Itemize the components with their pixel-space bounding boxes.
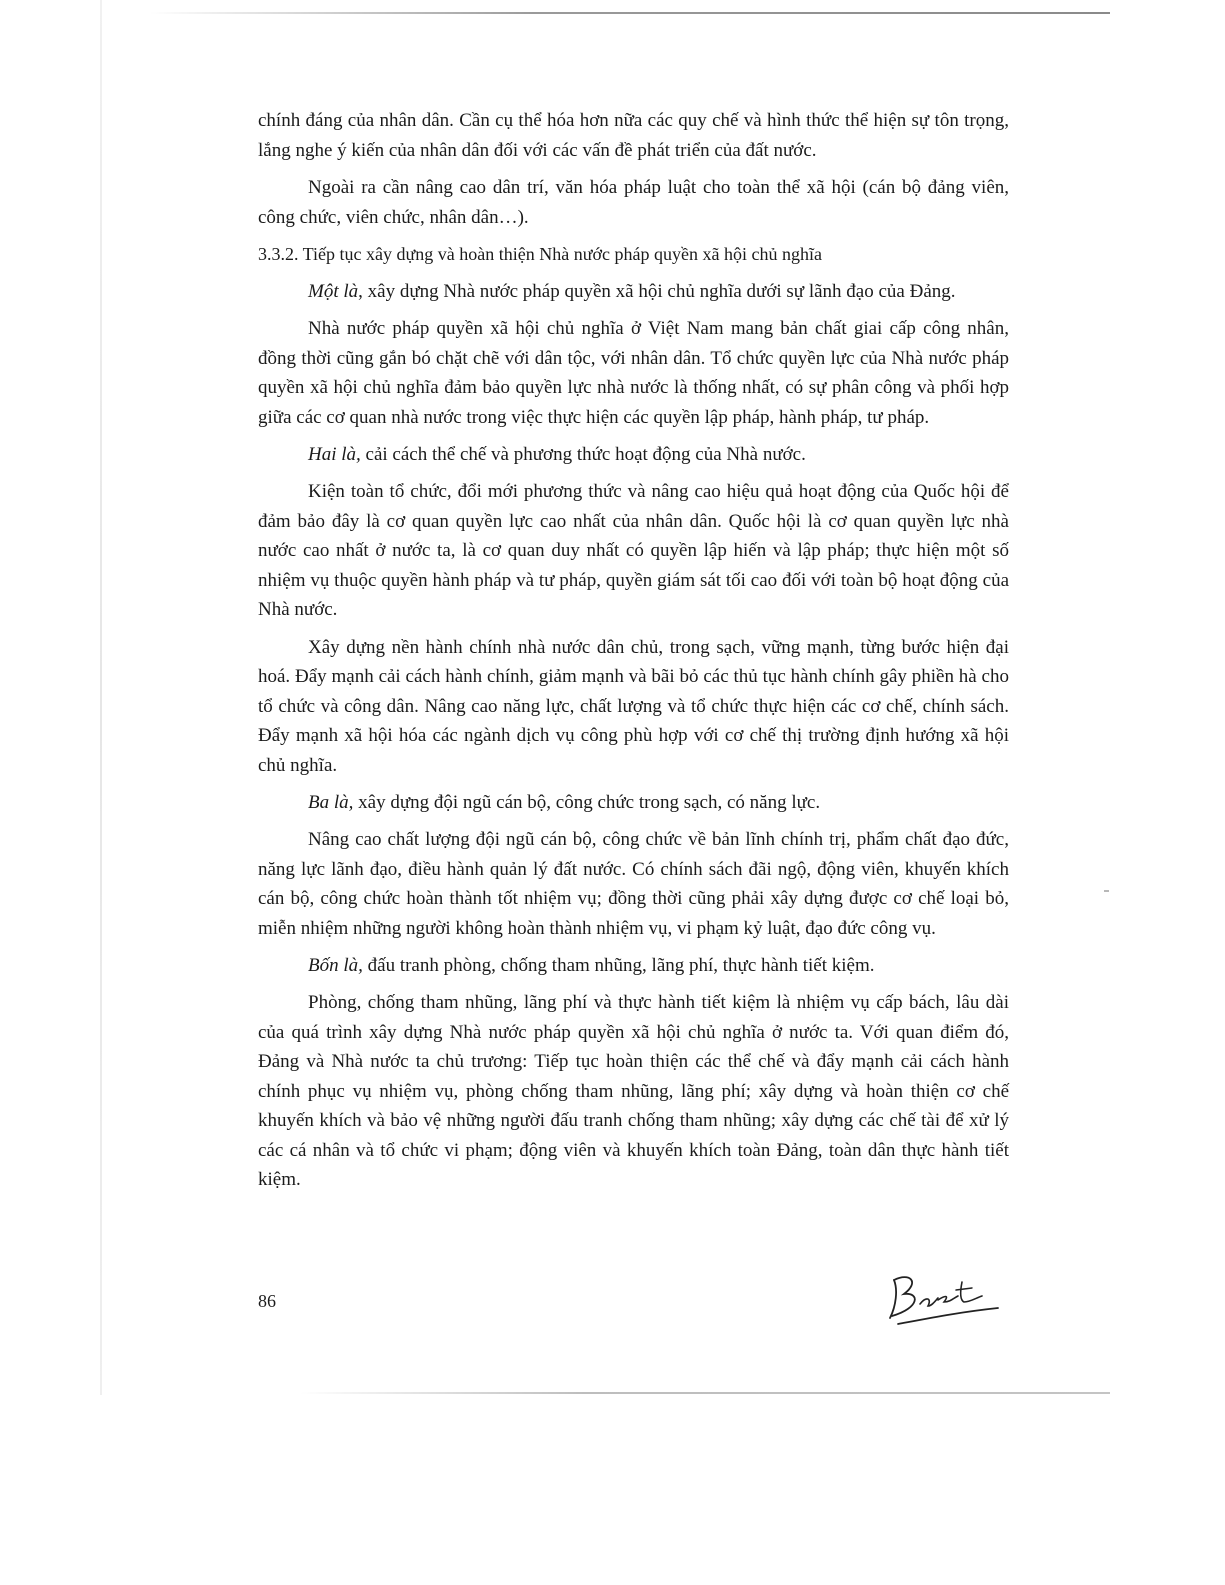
- point-one-label: Một là: [308, 281, 359, 302]
- paragraph-can-bo: Nâng cao chất lượng đội ngũ cán bộ, công chức về bản lĩnh chính trị, phẩm chất đạo đức, năng lực lãnh đạo, điều hành quản lý đất nước. Có chính sách đãi ngộ, động viên, khuyến khích cán bộ, công chức hoàn thành tốt nhiệm vụ; đồng thời cũng phải xây dựng được cơ chế loại bỏ, miễn nhiệm những người không hoàn thành nhiệm vụ, vi phạm kỷ luật, đạo đức công vụ.: [258, 829, 1009, 939]
- point-one: [258, 277, 1009, 306]
- point-one-text: , xây dựng Nhà nước pháp quyền xã hội chủ nghĩa dưới sự lãnh đạo của Đảng.: [358, 281, 956, 302]
- paragraph-continuation: chính đáng của nhân dân. Cần cụ thể hóa hơn nữa các quy chế và hình thức thể hiện sự tôn trọng, lắng nghe ý kiến của nhân dân đối với các vấn đề phát triển của đất nước.: [258, 110, 1009, 161]
- paragraph-dan-tri: Ngoài ra cần nâng cao dân trí, văn hóa pháp luật cho toàn thể xã hội (cán bộ đảng viên, công chức, viên chức, nhân dân…).: [258, 177, 1009, 228]
- point-two-text: cải cách thể chế và phương thức hoạt động của Nhà nước.: [360, 444, 806, 465]
- scan-speck: [1104, 890, 1109, 892]
- paragraph-tham-nhung: Phòng, chống tham nhũng, lãng phí và thực hành tiết kiệm là nhiệm vụ cấp bách, lâu dài của quá trình xây dựng Nhà nước pháp quyền xã hội chủ nghĩa ở nước ta. Với quan điểm đó, Đảng và Nhà nước ta chủ trương: Tiếp tục hoàn thiện các thể chế và đẩy mạnh cải cách hành chính phục vụ nhiệm vụ, phòng chống tham nhũng, lãng phí; xây dựng và hoàn thiện cơ chế khuyến khích và bảo vệ những người đấu tranh chống tham nhũng; xây dựng các chế tài để xử lý các cá nhân và tổ chức vi phạm; động viên và khuyến khích toàn Đảng, toàn dân thực hành tiết kiệm.: [258, 992, 1009, 1190]
- paragraph-quoc-hoi: Kiện toàn tổ chức, đổi mới phương thức và nâng cao hiệu quả hoạt động của Quốc hội để đảm bảo đây là cơ quan quyền lực cao nhất của nhân dân. Quốc hội là cơ quan quyền lực nhà nước cao nhất ở nước ta, là cơ quan duy nhất có quyền lập hiến và lập pháp; thực hiện một số nhiệm vụ thuộc quyền hành pháp và tư pháp, quyền giám sát tối cao đối với toàn bộ hoạt động của Nhà nước.: [258, 481, 1009, 620]
- page-number: 86: [258, 1291, 276, 1311]
- point-two-label: Hai là,: [308, 444, 361, 465]
- point-four-label: Bốn là,: [308, 955, 363, 976]
- scan-left-edge: [100, 0, 102, 1395]
- point-four-text: đấu tranh phòng, chống tham nhũng, lãng phí, thực hành tiết kiệm.: [362, 955, 875, 976]
- bottom-rule-line: [300, 1392, 1110, 1394]
- point-three: [258, 788, 1009, 817]
- point-three-text: xây dựng đội ngũ cán bộ, công chức trong sạch, có năng lực.: [353, 792, 821, 813]
- point-four: [258, 951, 1009, 980]
- paragraph-nha-nuoc-phap-quyen: Nhà nước pháp quyền xã hội chủ nghĩa ở Việt Nam mang bản chất giai cấp công nhân, đồng thời cũng gắn bó chặt chẽ với dân tộc, với nhân dân. Tổ chức quyền lực của Nhà nước pháp quyền xã hội chủ nghĩa đảm bảo quyền lực nhà nước là thống nhất, có sự phân công và phối hợp giữa các cơ quan nhà nước trong việc thực hiện các quyền lập pháp, hành pháp, tư pháp.: [258, 318, 1009, 428]
- top-rule-line: [150, 12, 1110, 14]
- section-heading-3-3-2: 3.3.2. Tiếp tục xây dựng và hoàn thiện Nhà nước pháp quyền xã hội chủ nghĩa: [258, 244, 822, 264]
- point-three-label: Ba là,: [308, 792, 354, 813]
- paragraph-hanh-chinh: Xây dựng nền hành chính nhà nước dân chủ, trong sạch, vững mạnh, từng bước hiện đại hoá. Đẩy mạnh cải cách hành chính, giảm mạnh và bãi bỏ các thủ tục hành chính gây phiền hà cho tổ chức và công dân. Nâng cao năng lực, chất lượng và tổ chức thực hiện các cơ chế, chính sách. Đẩy mạnh xã hội hóa các ngành dịch vụ công phù hợp với cơ chế thị trường định hướng xã hội chủ nghĩa.: [258, 636, 1009, 776]
- point-two: [258, 440, 1009, 469]
- handwritten-signature: [880, 1268, 1000, 1330]
- page-body: [258, 106, 1009, 1203]
